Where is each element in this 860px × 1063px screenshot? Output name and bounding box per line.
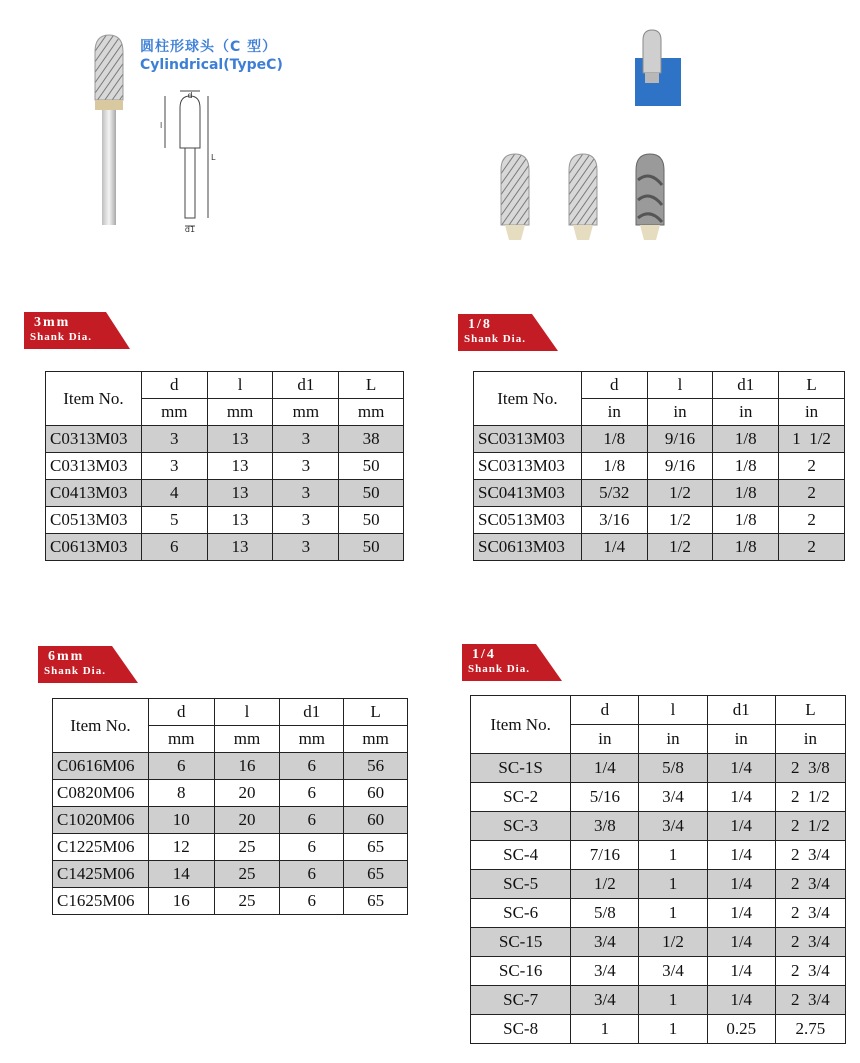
banner-6mm-shank (38, 646, 148, 683)
value-cell: 1/4 (707, 754, 775, 783)
header-d1: d1 (713, 372, 779, 399)
unit-cell: mm (339, 399, 404, 426)
value-cell: 5/32 (581, 480, 647, 507)
value-cell: 3 (141, 453, 207, 480)
value-cell: 6 (148, 753, 214, 780)
value-cell: 60 (344, 807, 408, 834)
value-cell: 6 (280, 861, 344, 888)
value-cell: 3 (141, 426, 207, 453)
value-cell: 16 (148, 888, 214, 915)
value-cell: 1/2 (647, 534, 713, 561)
value-cell: 2 3/8 (775, 754, 845, 783)
value-cell: 2.75 (775, 1015, 845, 1044)
value-cell: 1/2 (639, 928, 707, 957)
spec-table-1-4 (470, 695, 846, 1044)
blue-corner-graphic (625, 28, 685, 108)
value-cell: 1/2 (647, 480, 713, 507)
unit-cell: in (639, 725, 707, 754)
header-d1: d1 (707, 696, 775, 725)
dim-label-l: l (160, 121, 163, 130)
item-no-cell: SC0613M03 (474, 534, 582, 561)
value-cell: 1/4 (707, 841, 775, 870)
value-cell: 3/4 (639, 957, 707, 986)
unit-cell: mm (148, 726, 214, 753)
value-cell: 5/8 (571, 899, 639, 928)
value-cell: 8 (148, 780, 214, 807)
value-cell: 2 3/4 (775, 986, 845, 1015)
value-cell: 50 (339, 453, 404, 480)
table-row (53, 861, 408, 888)
item-no-cell: C0413M03 (46, 480, 142, 507)
value-cell: 3/4 (571, 986, 639, 1015)
value-cell: 3/16 (581, 507, 647, 534)
value-cell: 5/8 (639, 754, 707, 783)
value-cell: 1/2 (647, 507, 713, 534)
value-cell: 9/16 (647, 453, 713, 480)
value-cell: 1/4 (707, 870, 775, 899)
unit-cell: mm (273, 399, 339, 426)
value-cell: 13 (207, 507, 273, 534)
value-cell: 1/8 (581, 426, 647, 453)
item-no-cell: SC-3 (471, 812, 571, 841)
table-row (471, 783, 846, 812)
item-no-cell: SC0513M03 (474, 507, 582, 534)
table-row (46, 507, 404, 534)
value-cell: 6 (141, 534, 207, 561)
value-cell: 2 3/4 (775, 899, 845, 928)
item-no-cell: C0613M03 (46, 534, 142, 561)
value-cell: 6 (280, 753, 344, 780)
value-cell: 0.25 (707, 1015, 775, 1044)
table-row (46, 480, 404, 507)
value-cell: 6 (280, 807, 344, 834)
value-cell: 2 1/2 (775, 812, 845, 841)
banner-size: 3mm (34, 315, 71, 330)
unit-cell: in (647, 399, 713, 426)
value-cell: 20 (214, 807, 280, 834)
unit-cell: mm (141, 399, 207, 426)
value-cell: 3/4 (639, 783, 707, 812)
header-d: d (571, 696, 639, 725)
value-cell: 1/2 (571, 870, 639, 899)
banner-size: 6mm (48, 649, 85, 664)
header-l: l (647, 372, 713, 399)
value-cell: 65 (344, 861, 408, 888)
value-cell: 3 (273, 453, 339, 480)
header-L: L (339, 372, 404, 399)
unit-cell: in (713, 399, 779, 426)
table-row (471, 870, 846, 899)
item-no-cell: SC0413M03 (474, 480, 582, 507)
value-cell: 13 (207, 534, 273, 561)
banner-label: Shank Dia. (44, 665, 106, 677)
value-cell: 1/8 (713, 480, 779, 507)
table-row (53, 807, 408, 834)
value-cell: 25 (214, 888, 280, 915)
banner-label: Shank Dia. (464, 333, 526, 345)
item-no-cell: C0616M06 (53, 753, 149, 780)
value-cell: 65 (344, 834, 408, 861)
table-row (53, 834, 408, 861)
table-row (474, 534, 845, 561)
value-cell: 6 (280, 888, 344, 915)
value-cell: 1/8 (581, 453, 647, 480)
table-row (471, 1015, 846, 1044)
table-row (474, 507, 845, 534)
value-cell: 14 (148, 861, 214, 888)
table-row (46, 534, 404, 561)
value-cell: 20 (214, 780, 280, 807)
table-row (471, 841, 846, 870)
value-cell: 7/16 (571, 841, 639, 870)
value-cell: 1/4 (707, 783, 775, 812)
spec-table-1-8 (473, 371, 845, 561)
item-no-cell: SC-7 (471, 986, 571, 1015)
value-cell: 2 (779, 534, 845, 561)
spec-table-3mm (45, 371, 404, 561)
value-cell: 1 (639, 986, 707, 1015)
value-cell: 56 (344, 753, 408, 780)
value-cell: 2 3/4 (775, 928, 845, 957)
item-no-cell: C1020M06 (53, 807, 149, 834)
header-L: L (775, 696, 845, 725)
value-cell: 3 (273, 507, 339, 534)
value-cell: 6 (280, 834, 344, 861)
value-cell: 13 (207, 480, 273, 507)
title-chinese: 圆柱形球头（C 型） (140, 39, 278, 55)
burr-photo-left (80, 30, 140, 230)
dimension-diagram (150, 88, 220, 233)
header-d: d (581, 372, 647, 399)
value-cell: 4 (141, 480, 207, 507)
dim-label-d1: d1 (184, 225, 196, 233)
table-row (471, 957, 846, 986)
item-no-cell: C0313M03 (46, 453, 142, 480)
banner-size: 1/4 (472, 647, 496, 662)
header-item-no: Item No. (474, 372, 582, 426)
value-cell: 2 (779, 453, 845, 480)
item-no-cell: SC0313M03 (474, 453, 582, 480)
value-cell: 16 (214, 753, 280, 780)
value-cell: 1/4 (707, 986, 775, 1015)
item-no-cell: SC-4 (471, 841, 571, 870)
value-cell: 1/4 (707, 957, 775, 986)
header-item-no: Item No. (471, 696, 571, 754)
value-cell: 2 (779, 480, 845, 507)
value-cell: 2 1/2 (775, 783, 845, 812)
banner-3mm-shank (24, 312, 134, 349)
table-row (46, 453, 404, 480)
header-l: l (639, 696, 707, 725)
table-row (53, 888, 408, 915)
table-row (53, 753, 408, 780)
item-no-cell: SC-2 (471, 783, 571, 812)
header-L: L (344, 699, 408, 726)
unit-cell: in (775, 725, 845, 754)
value-cell: 3/4 (571, 957, 639, 986)
value-cell: 9/16 (647, 426, 713, 453)
table-row (471, 899, 846, 928)
value-cell: 1/4 (707, 812, 775, 841)
unit-cell: in (779, 399, 845, 426)
item-no-cell: C0513M03 (46, 507, 142, 534)
banner-1-8-shank (458, 314, 568, 351)
dim-label-d: d (187, 91, 193, 100)
item-no-cell: C1425M06 (53, 861, 149, 888)
item-no-cell: C0313M03 (46, 426, 142, 453)
value-cell: 38 (339, 426, 404, 453)
value-cell: 3 (273, 534, 339, 561)
table-row (53, 780, 408, 807)
table-row (471, 986, 846, 1015)
value-cell: 1/8 (713, 453, 779, 480)
header-d1: d1 (273, 372, 339, 399)
value-cell: 1 1/2 (779, 426, 845, 453)
table-row (46, 426, 404, 453)
value-cell: 3/4 (571, 928, 639, 957)
burr-photos-right (495, 150, 675, 250)
banner-label: Shank Dia. (468, 663, 530, 675)
value-cell: 1 (639, 870, 707, 899)
item-no-cell: SC-1S (471, 754, 571, 783)
header-item-no: Item No. (46, 372, 142, 426)
header-d: d (148, 699, 214, 726)
table-row (471, 812, 846, 841)
value-cell: 50 (339, 480, 404, 507)
item-no-cell: SC-16 (471, 957, 571, 986)
item-no-cell: SC-5 (471, 870, 571, 899)
value-cell: 25 (214, 834, 280, 861)
header-d1: d1 (280, 699, 344, 726)
value-cell: 2 (779, 507, 845, 534)
item-no-cell: SC-8 (471, 1015, 571, 1044)
value-cell: 6 (280, 780, 344, 807)
value-cell: 1 (639, 841, 707, 870)
value-cell: 1 (639, 1015, 707, 1044)
title-english: Cylindrical(TypeC) (140, 57, 283, 73)
spec-table-6mm (52, 698, 408, 915)
value-cell: 2 3/4 (775, 870, 845, 899)
item-no-cell: C0820M06 (53, 780, 149, 807)
banner-size: 1/8 (468, 317, 492, 332)
value-cell: 50 (339, 534, 404, 561)
value-cell: 10 (148, 807, 214, 834)
item-no-cell: SC-15 (471, 928, 571, 957)
product-header (0, 0, 860, 280)
unit-cell: in (581, 399, 647, 426)
item-no-cell: C1225M06 (53, 834, 149, 861)
value-cell: 3/8 (571, 812, 639, 841)
item-no-cell: SC0313M03 (474, 426, 582, 453)
value-cell: 1/4 (571, 754, 639, 783)
value-cell: 1/4 (707, 928, 775, 957)
value-cell: 25 (214, 861, 280, 888)
value-cell: 2 3/4 (775, 957, 845, 986)
value-cell: 3/4 (639, 812, 707, 841)
unit-cell: mm (207, 399, 273, 426)
banner-1-4-shank (462, 644, 572, 681)
value-cell: 1/8 (713, 426, 779, 453)
value-cell: 5/16 (571, 783, 639, 812)
header-L: L (779, 372, 845, 399)
value-cell: 1/4 (581, 534, 647, 561)
dim-label-L: L (211, 153, 216, 162)
value-cell: 12 (148, 834, 214, 861)
value-cell: 2 3/4 (775, 841, 845, 870)
unit-cell: mm (344, 726, 408, 753)
header-item-no: Item No. (53, 699, 149, 753)
table-row (474, 426, 845, 453)
table-row (471, 754, 846, 783)
value-cell: 5 (141, 507, 207, 534)
value-cell: 13 (207, 453, 273, 480)
header-l: l (207, 372, 273, 399)
header-l: l (214, 699, 280, 726)
value-cell: 1 (639, 899, 707, 928)
header-d: d (141, 372, 207, 399)
table-row (474, 453, 845, 480)
value-cell: 13 (207, 426, 273, 453)
value-cell: 50 (339, 507, 404, 534)
table-row (474, 480, 845, 507)
item-no-cell: C1625M06 (53, 888, 149, 915)
unit-cell: in (571, 725, 639, 754)
unit-cell: in (707, 725, 775, 754)
table-row (471, 928, 846, 957)
banner-label: Shank Dia. (30, 331, 92, 343)
unit-cell: mm (280, 726, 344, 753)
value-cell: 60 (344, 780, 408, 807)
value-cell: 65 (344, 888, 408, 915)
value-cell: 1/4 (707, 899, 775, 928)
value-cell: 1/8 (713, 534, 779, 561)
value-cell: 1/8 (713, 507, 779, 534)
item-no-cell: SC-6 (471, 899, 571, 928)
unit-cell: mm (214, 726, 280, 753)
value-cell: 3 (273, 480, 339, 507)
value-cell: 3 (273, 426, 339, 453)
value-cell: 1 (571, 1015, 639, 1044)
